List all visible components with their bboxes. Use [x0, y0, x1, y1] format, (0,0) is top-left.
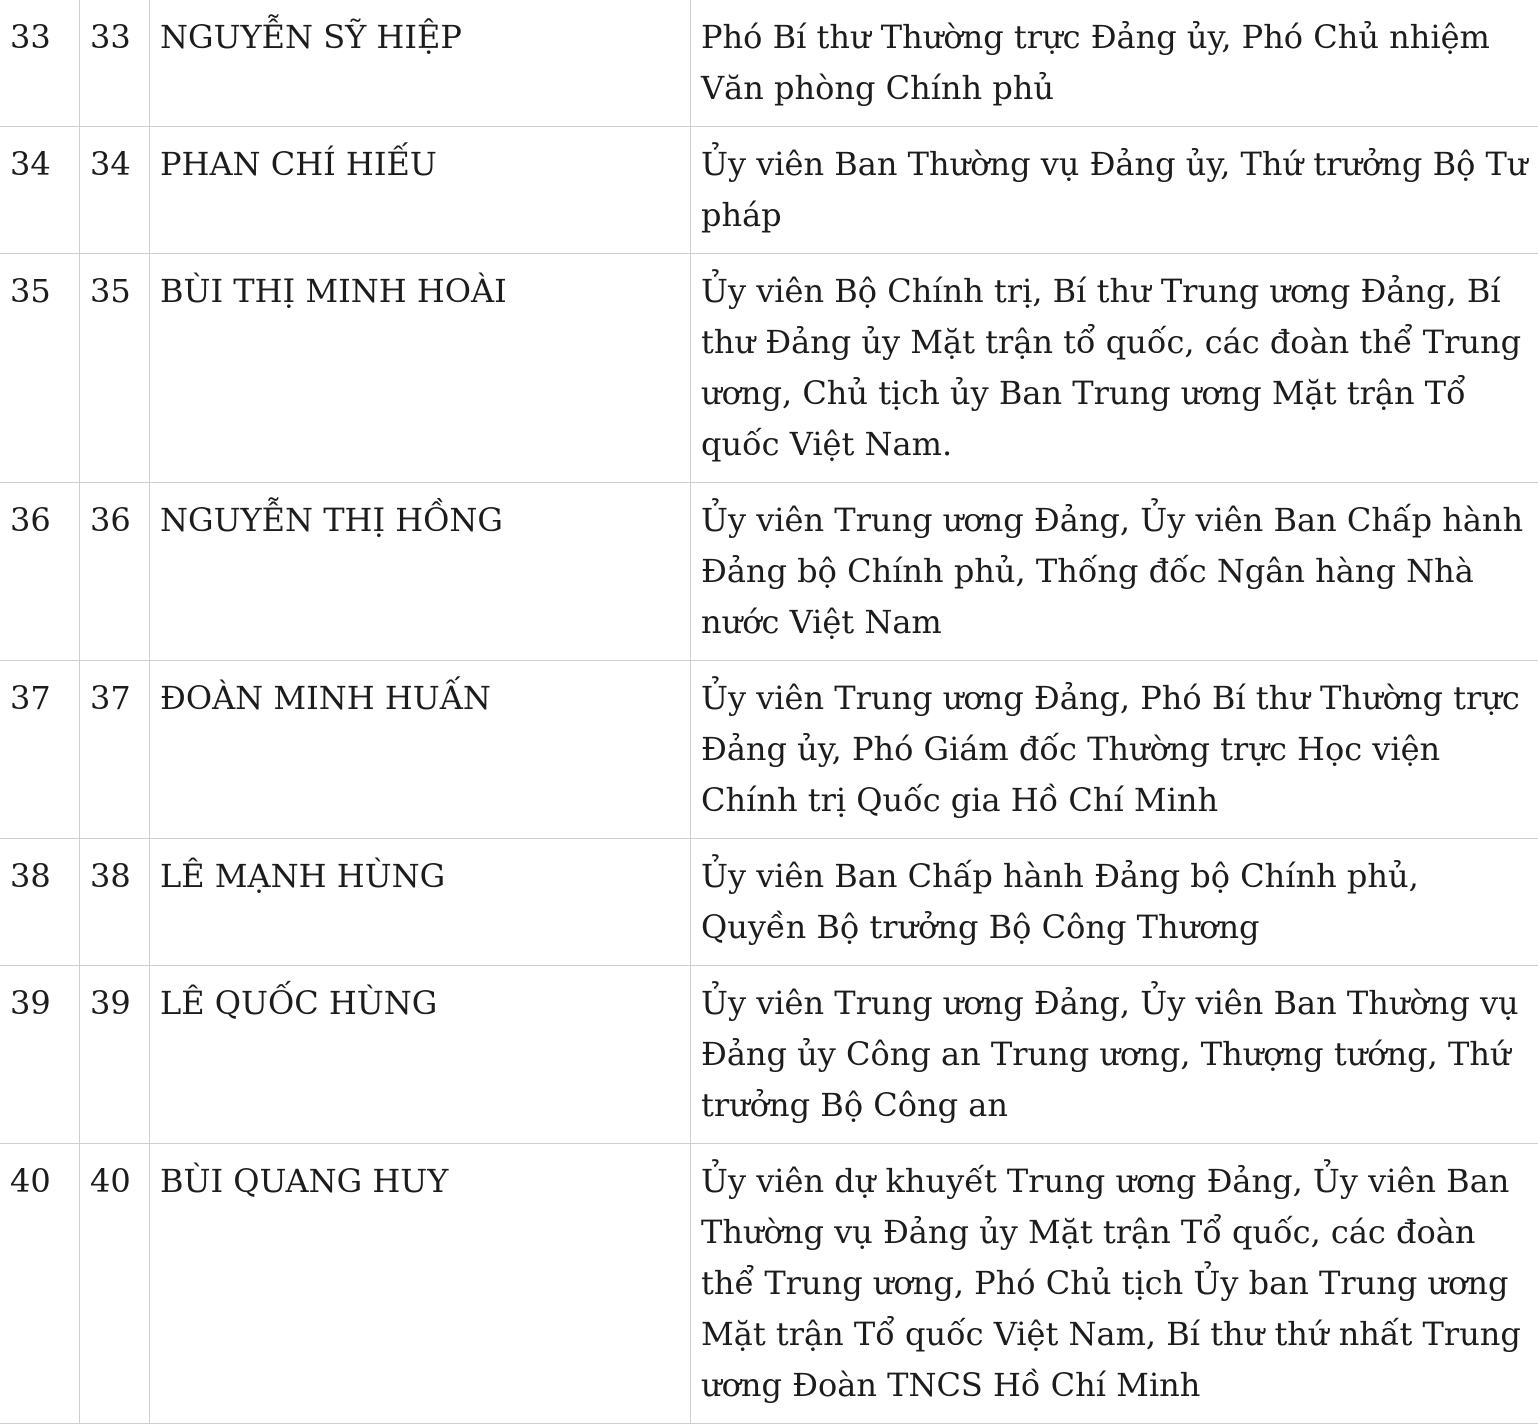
row-index-cell: 37 [0, 661, 80, 839]
person-name-cell: LÊ MẠNH HÙNG [150, 839, 691, 966]
position-cell: Ủy viên Bộ Chính trị, Bí thư Trung ương Đảng, Bí thư Đảng ủy Mặt trận tổ quốc, các đoàn thể Trung ương, Chủ tịch ủy Ban Trung ương Mặt trận Tổ quốc Việt Nam. [691, 254, 1538, 483]
row-number-cell: 37 [80, 661, 150, 839]
position-cell: Ủy viên dự khuyết Trung ương Đảng, Ủy viên Ban Thường vụ Đảng ủy Mặt trận Tổ quốc, các đoàn thể Trung ương, Phó Chủ tịch Ủy ban Trung ương Mặt trận Tổ quốc Việt Nam, Bí thư thứ nhất Trung ương Đoàn TNCS Hồ Chí Minh [691, 1144, 1538, 1424]
person-name-cell: ĐOÀN MINH HUẤN [150, 661, 691, 839]
position-cell: Ủy viên Trung ương Đảng, Ủy viên Ban Chấp hành Đảng bộ Chính phủ, Thống đốc Ngân hàng Nhà nước Việt Nam [691, 483, 1538, 661]
row-number-cell: 38 [80, 839, 150, 966]
table-row [0, 483, 1538, 661]
table-row [0, 254, 1538, 483]
row-index-cell: 33 [0, 0, 80, 127]
row-index-cell: 36 [0, 483, 80, 661]
table-row [0, 966, 1538, 1144]
person-name-cell: BÙI QUANG HUY [150, 1144, 691, 1424]
row-index-cell: 38 [0, 839, 80, 966]
position-cell: Ủy viên Trung ương Đảng, Ủy viên Ban Thường vụ Đảng ủy Công an Trung ương, Thượng tướng, Thứ trưởng Bộ Công an [691, 966, 1538, 1144]
row-index-cell: 35 [0, 254, 80, 483]
person-name-cell: BÙI THỊ MINH HOÀI [150, 254, 691, 483]
row-index-cell: 39 [0, 966, 80, 1144]
row-number-cell: 36 [80, 483, 150, 661]
table-row [0, 127, 1538, 254]
person-name-cell: NGUYỄN SỸ HIỆP [150, 0, 691, 127]
position-cell: Ủy viên Ban Thường vụ Đảng ủy, Thứ trưởng Bộ Tư pháp [691, 127, 1538, 254]
table-row [0, 839, 1538, 966]
row-index-cell: 40 [0, 1144, 80, 1424]
position-cell: Ủy viên Ban Chấp hành Đảng bộ Chính phủ, Quyền Bộ trưởng Bộ Công Thương [691, 839, 1538, 966]
row-number-cell: 39 [80, 966, 150, 1144]
person-name-cell: NGUYỄN THỊ HỒNG [150, 483, 691, 661]
table-row [0, 0, 1538, 127]
position-cell: Ủy viên Trung ương Đảng, Phó Bí thư Thường trực Đảng ủy, Phó Giám đốc Thường trực Học viện Chính trị Quốc gia Hồ Chí Minh [691, 661, 1538, 839]
row-number-cell: 33 [80, 0, 150, 127]
row-number-cell: 40 [80, 1144, 150, 1424]
person-name-cell: LÊ QUỐC HÙNG [150, 966, 691, 1144]
row-index-cell: 34 [0, 127, 80, 254]
position-cell: Phó Bí thư Thường trực Đảng ủy, Phó Chủ nhiệm Văn phòng Chính phủ [691, 0, 1538, 127]
row-number-cell: 35 [80, 254, 150, 483]
table-row [0, 1144, 1538, 1424]
table-row [0, 661, 1538, 839]
person-name-cell: PHAN CHÍ HIẾU [150, 127, 691, 254]
row-number-cell: 34 [80, 127, 150, 254]
